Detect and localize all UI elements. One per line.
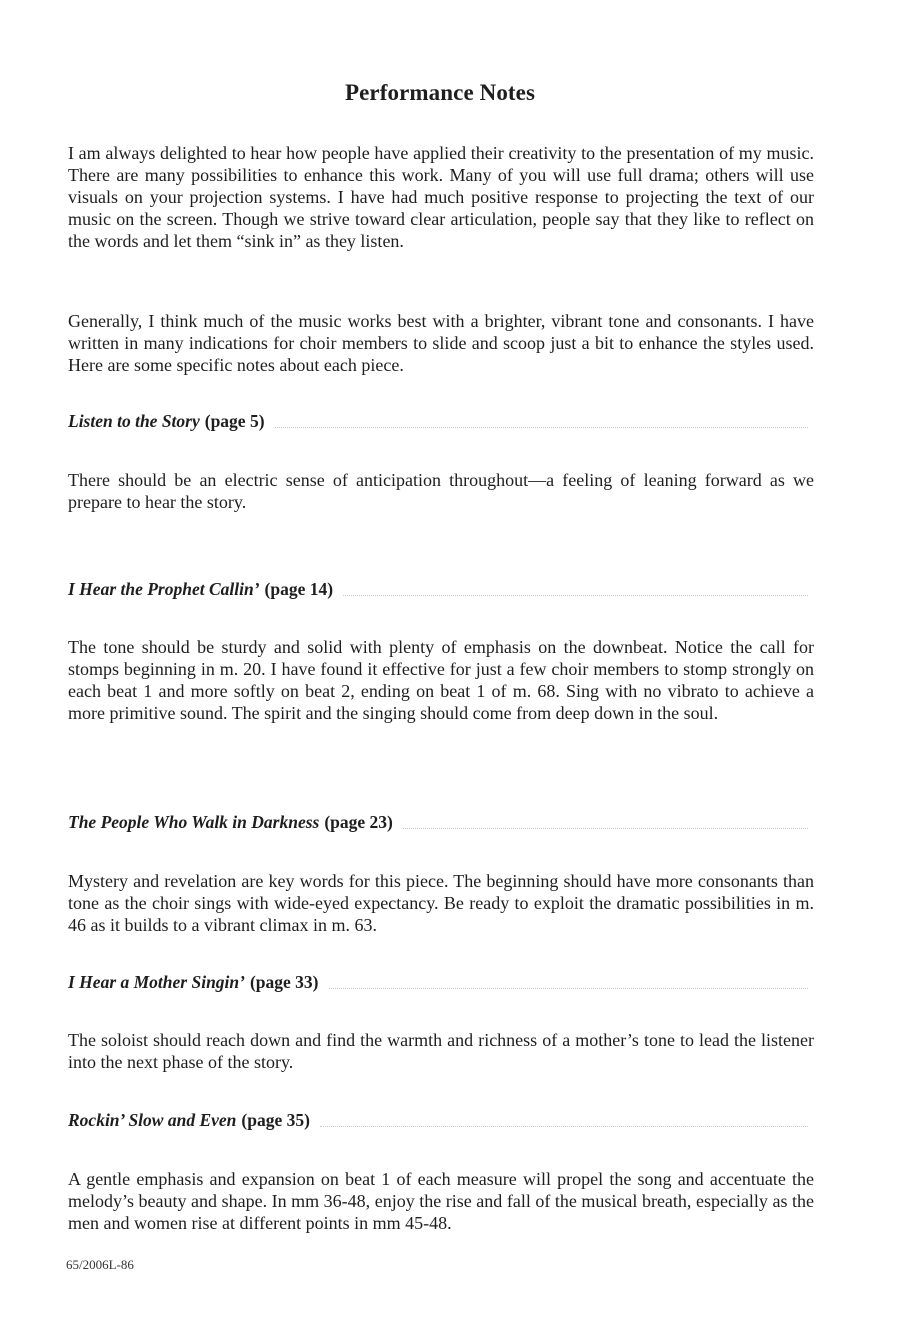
section-body-listen-to-the-story: There should be an electric sense of anticipation throughout—a feeling of leaning forward as we prepare to hear the story. — [68, 470, 814, 512]
section-title: I Hear the Prophet Callin’ — [68, 579, 260, 599]
section-heading-rockin-slow-and-even — [68, 1109, 808, 1131]
section-title: The People Who Walk in Darkness — [68, 812, 320, 832]
dotted-leader — [275, 426, 808, 428]
section-body-the-people-who-walk-in-darkness: Mystery and revelation are key words for this piece. The beginning should have more consonants than tone as the choir sings with wide-eyed expectancy. Be ready to exploit the dramatic possibilities in m. 46 as it builds to a vibrant climax in m. 63. — [68, 871, 814, 935]
section-title: Rockin’ Slow and Even — [68, 1110, 237, 1130]
intro-paragraph-2: Generally, I think much of the music works best with a brighter, vibrant tone and consonants. I have written in many indications for choir members to slide and scoop just a bit to enhance the styles used. Here are some specific notes about each piece. — [68, 311, 814, 375]
section-page-ref: (page 23) — [324, 812, 393, 832]
section-heading-listen-to-the-story — [68, 410, 808, 432]
section-page-ref: (page 5) — [204, 411, 265, 431]
section-title: Listen to the Story — [68, 411, 200, 431]
section-page-ref: (page 33) — [249, 972, 319, 992]
section-page-ref: (page 35) — [241, 1110, 310, 1130]
section-body-rockin-slow-and-even: A gentle emphasis and expansion on beat 1 of each measure will propel the song and accentuate the melody’s beauty and shape. In mm 36-48, enjoy the rise and fall of the musical breath, especially as the men and women rise at different points in mm 45-48. — [68, 1169, 814, 1233]
page-title: Performance Notes — [344, 80, 536, 105]
section-body-i-hear-the-prophet-callin: The tone should be sturdy and solid with plenty of emphasis on the downbeat. Notice the call for stomps beginning in m. 20. I have found it effective for just a few choir members to stomp strongly on each beat 1 and more softly on beat 2, ending on beat 1 of m. 68. Sing with no vibrato to achieve a more primitive sound. The spirit and the singing should come from deep down in the soul. — [68, 637, 814, 723]
dotted-leader — [329, 987, 808, 989]
section-heading-i-hear-the-prophet-callin — [68, 578, 808, 600]
section-body-i-hear-a-mother-singin: The soloist should reach down and find the warmth and richness of a mother’s tone to lead the listener into the next phase of the story. — [68, 1030, 814, 1072]
intro-paragraph-1: I am always delighted to hear how people have applied their creativity to the presentation of my music. There are many possibilities to enhance this work. Many of you will use full drama; others will use visuals on your projection systems. I have had much positive response to projecting the text of our music on the screen. Though we strive toward clear articulation, people say that they like to reflect on the words and let them “sink in” as they listen. — [68, 143, 814, 251]
dotted-leader — [403, 827, 808, 829]
section-heading-i-hear-a-mother-singin — [68, 971, 808, 993]
section-heading-the-people-who-walk-in-darkness — [68, 811, 808, 833]
dotted-leader — [343, 594, 808, 596]
section-title: I Hear a Mother Singin’ — [68, 972, 245, 992]
section-page-ref: (page 14) — [264, 579, 334, 599]
catalog-number: 65/2006L-86 — [66, 1257, 134, 1272]
dotted-leader — [320, 1125, 808, 1127]
